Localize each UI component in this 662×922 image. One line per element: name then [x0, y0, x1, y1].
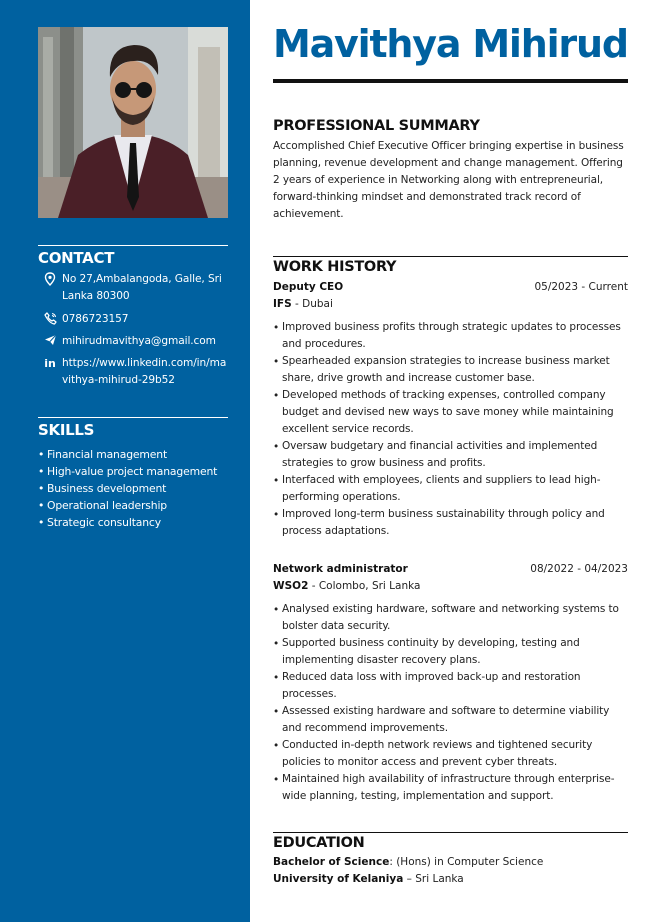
skills-section — [38, 417, 228, 531]
work-section — [273, 256, 628, 540]
job-bullet: • Analysed existing hardware, software and networking systems to bolster data security. — [273, 601, 628, 635]
skill-item: • Operational leadership — [38, 497, 228, 514]
candidate-name: Mavithya Mihirud — [273, 22, 628, 66]
university-name: University of Kelaniya — [273, 873, 404, 885]
profile-photo — [38, 27, 228, 218]
contact-list — [38, 271, 228, 401]
skills-heading: SKILLS — [38, 421, 95, 439]
job-bullet: • Conducted in-depth network reviews and tightened security policies to monitor access and prevent cyber threats. — [273, 737, 628, 771]
job-bullet: • Maintained high availability of infrastructure through enterprise-wide planning, testing, implementation and support. — [273, 771, 628, 805]
skills-list — [38, 446, 228, 531]
summary-section — [273, 118, 628, 223]
phone-icon — [38, 311, 62, 328]
contact-section — [38, 245, 228, 267]
university-line — [273, 871, 628, 888]
contact-email — [38, 333, 228, 350]
work-divider — [273, 256, 628, 257]
job-dates: 08/2022 - 04/2023 — [530, 563, 628, 575]
job-company: IFS — [273, 298, 292, 310]
education-section — [273, 832, 628, 888]
work-heading: WORK HISTORY — [273, 259, 397, 275]
job-location: - Colombo, Sri Lanka — [308, 580, 421, 592]
skill-item: • Financial management — [38, 446, 228, 463]
contact-address — [38, 271, 228, 305]
job-header — [273, 279, 628, 296]
job-title: Network administrator — [273, 563, 408, 575]
education-heading: EDUCATION — [273, 835, 365, 851]
job-company-line — [273, 296, 628, 313]
send-icon — [38, 333, 62, 350]
job-entry — [273, 279, 628, 540]
job-bullet: • Assessed existing hardware and software to determine viability and recommend improvements. — [273, 703, 628, 737]
job-bullet: • Interfaced with employees, clients and suppliers to lead high-performing operations. — [273, 472, 628, 506]
linkedin-icon: in — [44, 357, 56, 370]
skill-item: • High-value project management — [38, 463, 228, 480]
skills-divider — [38, 417, 228, 418]
education-divider — [273, 832, 628, 833]
university-location: – Sri Lanka — [403, 873, 464, 885]
degree-detail: : (Hons) in Computer Science — [389, 856, 544, 868]
contact-phone — [38, 311, 228, 328]
summary-text: Accomplished Chief Executive Officer bringing expertise in business planning, revenue development and change management. Offering 2 years of experience in Networking along with entrepreneurial, forward-thinking mindset and demonstrated track record of achievement. — [273, 140, 624, 220]
job-header — [273, 561, 628, 578]
contact-divider — [38, 245, 228, 246]
job-bullet: • Oversaw budgetary and financial activities and implemented strategies to grow business and profits. — [273, 438, 628, 472]
location-pin-icon — [38, 271, 62, 305]
job-bullet: • Supported business continuity by developing, testing and implementing disaster recovery plans. — [273, 635, 628, 669]
job-bullet: • Reduced data loss with improved back-up and restoration processes. — [273, 669, 628, 703]
job-entry — [273, 561, 628, 805]
contact-linkedin — [38, 355, 228, 389]
linkedin-link[interactable]: https://www.linkedin.com/in/mavithya-mihirud-29b52 — [62, 357, 227, 386]
job-company-line — [273, 578, 628, 595]
job-bullet: • Spearheaded expansion strategies to increase business market share, drive growth and increase customer base. — [273, 353, 628, 387]
degree-line — [273, 854, 628, 871]
job-bullets — [273, 319, 628, 540]
degree-name: Bachelor of Science — [273, 856, 390, 868]
skill-item: • Strategic consultancy — [38, 514, 228, 531]
skill-item: • Business development — [38, 480, 228, 497]
sidebar — [0, 0, 250, 922]
job-bullets — [273, 601, 628, 805]
job-title: Deputy CEO — [273, 281, 344, 293]
job-bullet: • Improved business profits through strategic updates to processes and procedures. — [273, 319, 628, 353]
phone-text[interactable]: 0786723157 — [62, 313, 129, 325]
email-link[interactable]: mihirudmavithya@gmail.com — [62, 335, 216, 347]
contact-heading: CONTACT — [38, 249, 115, 267]
job-dates: 05/2023 - Current — [534, 281, 628, 293]
job-bullet: • Improved long-term business sustainability through policy and process adaptations. — [273, 506, 628, 540]
address-text: No 27,Ambalangoda, Galle, Sri Lanka 80300 — [62, 273, 222, 302]
job-location: - Dubai — [291, 298, 333, 310]
name-underline — [273, 79, 628, 83]
job-company: WSO2 — [273, 580, 309, 592]
summary-heading: PROFESSIONAL SUMMARY — [273, 118, 480, 134]
job-bullet: • Developed methods of tracking expenses, controlled company budget and devised new ways to save money while maintaining excellent service records. — [273, 387, 628, 438]
